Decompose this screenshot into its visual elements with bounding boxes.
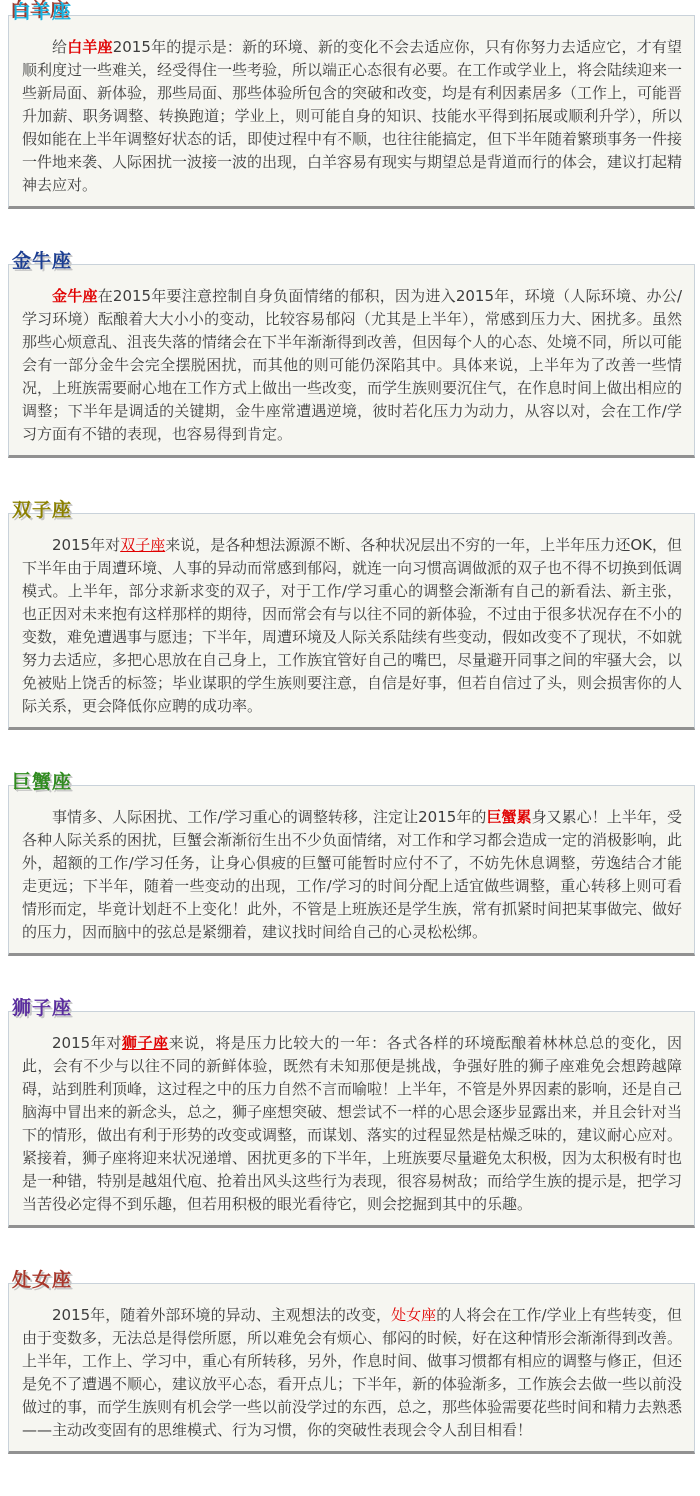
section-card — [8, 513, 695, 730]
paragraph-text-before: 给 — [52, 38, 68, 56]
section-taurus — [8, 251, 695, 458]
paragraph-text-before: 2015年对 — [52, 536, 121, 554]
section-title-gemini: 双子座 — [12, 499, 73, 521]
section-aries — [8, 2, 695, 209]
sign-name-highlight: 金牛座 — [52, 287, 98, 305]
section-paragraph — [22, 1304, 682, 1442]
section-gemini — [8, 500, 695, 730]
sign-name-highlight: 白羊座 — [67, 38, 113, 56]
section-leo — [8, 998, 695, 1228]
section-cancer — [8, 772, 695, 956]
section-title-cancer: 巨蟹座 — [12, 771, 73, 793]
section-paragraph — [22, 534, 682, 718]
paragraph-text-before: 事情多、人际困扰、工作/学习重心的调整转移，注定让2015年的 — [52, 808, 487, 826]
section-card — [8, 264, 695, 458]
section-title-virgo: 处女座 — [12, 1269, 73, 1291]
section-card — [8, 15, 695, 209]
section-card — [8, 1011, 695, 1228]
section-title-taurus: 金牛座 — [12, 250, 73, 272]
paragraph-text-after: 来说，将是压力比较大的一年：各式各样的环境酝酿着林林总总的变化，因此，会有不少与以往不同的新鲜体验，既然有未知那便是挑战，争强好胜的狮子座难免会想跨越障碍，站到胜利顶峰，这过程之中的压力自然不言而喻啦！上半年，不管是外界因素的影响，还是自己脑海中冒出来的新念头，总之，狮子座想突破、想尝试不一样的心思会逐步显露出来，并且会针对当下的情形，做出有利于形势的改变或调整，而谋划、落实的过程显然是枯燥乏味的，建议耐心应对。紧接着，狮子座将迎来状况递增、困扰更多的下半年，上班族要尽量避免太积极，因为太积极有时也是一种错，特别是越俎代庖、抢着出风头这些行为表现，很容易树敌；而给学生族的提示是，把学习当苦役必定得不到乐趣，但若用积极的眼光看待它，则会挖掘到其中的乐趣。 — [22, 1034, 683, 1213]
section-paragraph — [22, 1032, 682, 1216]
sign-name-highlight[interactable]: 双子座 — [120, 536, 166, 554]
paragraph-text-after: 来说，是各种想法源源不断、各种状况层出不穷的一年，上半年压力还OK，但下半年由于周遭环境、人事的异动而常感到郁闷，就连一向习惯高调做派的双子也不得不切换到低调模式。上半年，部分求新求变的双子，对于工作/学习重心的调整会渐渐有自己的新看法、新主张，也正因对未来抱有这样那样的期待，因而常会有与以往不同的新体验，不过由于很多状况存在不小的变数，难免遭遇事与愿违；下半年，周遭环境及人际关系陆续有些变动，假如改变不了现状，不如就努力去适应，多把心思放在自己身上，工作族宜管好自己的嘴巴，尽量避开同事之间的牢骚大会，以免被贴上饶舌的标签；毕业谋职的学生族则要注意，自信是好事，但若自信过了头，则会损害你的人际关系，更会降低你应聘的成功率。 — [22, 536, 683, 715]
sign-name-highlight: 巨蟹累 — [486, 808, 532, 826]
paragraph-text-after: 2015年的提示是：新的环境、新的变化不会去适应你，只有你努力去适应它，才有望顺利度过一些难关，经受得住一些考验，所以端正心态很有必要。在工作或学业上，将会陆续迎来一些新局面、新体验，那些局面、那些体验所包含的突破和改变，均是有利因素居多（工作上，可能晋升加薪、职务调整、转换跑道；学业上，则可能自身的知识、技能水平得到拓展或顺利升学），所以假如能在上半年调整好状态的话，即使过程中有不顺，也往往能搞定，但下半年随着繁琐事务一件接一件地来袭、人际困扰一波接一波的出现，白羊容易有现实与期望总是背道而行的体会，建议打起精神去应对。 — [22, 38, 683, 194]
section-paragraph — [22, 806, 682, 944]
paragraph-text-before: 2015年，随着外部环境的异动、主观想法的改变， — [52, 1306, 392, 1324]
paragraph-text-before: 2015年对 — [52, 1034, 122, 1052]
sign-name-highlight: 处女座 — [391, 1306, 437, 1324]
section-title-aries: 白羊座 — [12, 1, 73, 23]
section-title-leo: 狮子座 — [12, 997, 73, 1019]
paragraph-text-after: 在2015年要注意控制自身负面情绪的郁积，因为进入2015年，环境（人际环境、办公/学习环境）酝酿着大大小小的变动，比较容易郁闷（尤其是上半年），常感到压力大、困扰多。虽然那些心烦意乱、沮丧失落的情绪会在下半年渐渐得到改善，但因每个人的心态、处境不同，所以可能会有一部分金牛会完全摆脱困扰，而其他的则可能仍深陷其中。具体来说，上半年为了改善一些情况，上班族需要耐心地在工作方式上做出一些改变，而学生族则要沉住气，在作息时间上做出相应的调整；下半年是调适的关键期，金牛座常遭遇逆境，彼时若化压力为动力，从容以对，会在工作/学习方面有不错的表现，也容易得到肯定。 — [22, 287, 683, 443]
section-paragraph — [22, 36, 682, 197]
paragraph-text-after: 身又累心！上半年，受各种人际关系的困扰，巨蟹会渐渐衍生出不少负面情绪，对工作和学习都会造成一定的消极影响，此外，超额的工作/学习任务，让身心俱疲的巨蟹可能暂时应付不了，不妨先休息调整，劳逸结合才能走更远；下半年，随着一些变动的出现，工作/学习的时间分配上适宜做些调整，重心转移上则可看情形而定，毕竟计划赶不上变化！此外，不管是上班族还是学生族，常有抓紧时间把某事做完、做好的压力，因而脑中的弦总是紧绷着，建议找时间给自己的心灵松松绑。 — [22, 808, 683, 941]
section-card — [8, 785, 695, 956]
paragraph-text-after: 的人将会在工作/学业上有些转变，但由于变数多，无法总是得偿所愿，所以难免会有烦心、郁闷的时候，好在这种情形会渐渐得到改善。上半年，工作上、学习中，重心有所转移，另外，作息时间、做事习惯都有相应的调整与修正，但还是免不了遭遇不顺心，建议放平心态，看开点儿；下半年，新的体验渐多，工作族会去做一些以前没做过的事，而学生族则有机会学一些以前没学过的东西，总之，那些体验需要花些时间和精力去熟悉——主动改变固有的思维模式、行为习惯，你的突破性表现会令人刮目相看！ — [22, 1306, 683, 1439]
sign-name-highlight[interactable]: 狮子座 — [121, 1034, 169, 1052]
section-card — [8, 1283, 695, 1454]
section-virgo — [8, 1270, 695, 1454]
section-paragraph — [22, 285, 682, 446]
